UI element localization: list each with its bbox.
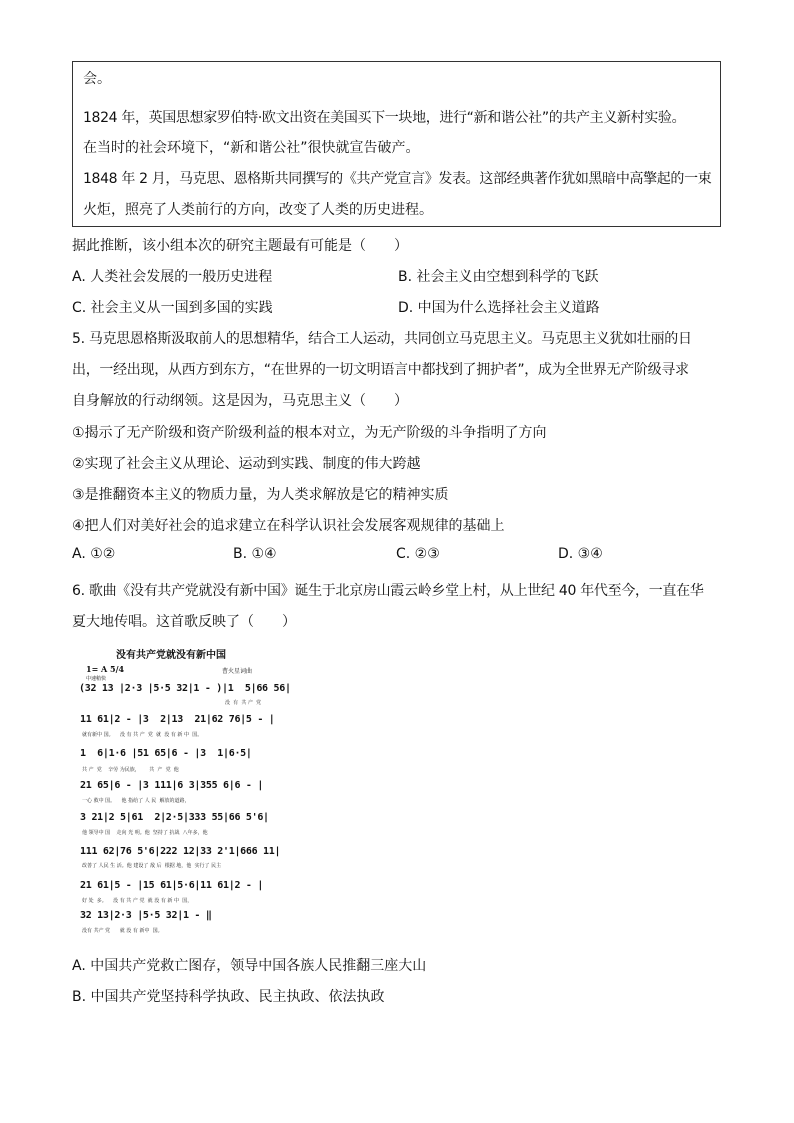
- score-line-6: 111 62|76 5'6|222 12|33 2'1|666 11|: [80, 846, 281, 857]
- score-lyric-5: 他 领导中 国 走向 光 明。他 坚持了 抗战 八年多，他: [82, 830, 208, 836]
- score-line-4: 21 65|6 - |3 111|6 3|355 6|6 - |: [80, 780, 264, 791]
- box-line-1: 会。: [83, 71, 111, 87]
- q5-item-3: ③是推翻资本主义的物质力量，为人类求解放是它的精神实质: [72, 487, 449, 503]
- box-line-3: 在当时的社会环境下，“新和谐公社”很快就宣告破产。: [83, 140, 420, 156]
- score-title: 没有共产党就没有新中国: [116, 650, 226, 661]
- q6-option-b[interactable]: B. 中国共产党坚持科学执政、民主执政、依法执政: [72, 989, 385, 1005]
- score-line-5: 3 21|2 5|61 2|2·5|333 55|66 5'6|: [80, 812, 269, 823]
- q5-item-2: ②实现了社会主义从理论、运动到实践、制度的伟大跨越: [72, 456, 421, 472]
- box-line-2: 1824 年，英国思想家罗伯特·欧文出资在美国买下一块地，进行“新和谐公社”的共产主义新村实验。: [83, 110, 686, 126]
- q5-option-d[interactable]: D. ③④: [558, 546, 603, 562]
- score-lyric-4: 一心 救中 国。 他 指给了 人 民 解放的道路，: [82, 798, 190, 804]
- score-tempo: 中速稍快: [86, 676, 107, 682]
- score-line-3: 1 6|1·6 |51 65|6 - |3 1|6·5|: [80, 748, 252, 759]
- box-line-4: 1848 年 2 月，马克思、恩格斯共同撰写的《共产党宣言》发表。这部经典著作犹如黑暗中高擎起的一束: [83, 171, 712, 187]
- q5-stem-line-3: 自身解放的行动纲领。这是因为，马克思主义（ ）: [72, 393, 408, 409]
- q4-option-c[interactable]: C. 社会主义从一国到多国的实践: [72, 300, 273, 316]
- score-lyric-8: 没有 共产 党 就 没 有 新中 国。: [82, 928, 163, 934]
- box-line-5: 火炬，照亮了人类前行的方向，改变了人类的历史进程。: [83, 202, 433, 218]
- q5-stem-line-1: 5. 马克思恩格斯汲取前人的思想精华，结合工人运动，共同创立马克思主义。马克思主义犹如壮丽的日: [72, 331, 692, 347]
- q5-item-4: ④把人们对美好社会的追求建立在科学认识社会发展客观规律的基础上: [72, 518, 505, 534]
- score-line-7: 21 61|5 - |15 61|5·6|11 61|2 - |: [80, 880, 264, 891]
- q6-option-a[interactable]: A. 中国共产党救亡图存，领导中国各族人民推翻三座大山: [72, 958, 427, 974]
- q5-option-b[interactable]: B. ①④: [233, 546, 277, 562]
- score-lyric-1: 没 有 共 产 党: [225, 700, 262, 706]
- q5-item-1: ①揭示了无产阶级和资产阶级利益的根本对立，为无产阶级的斗争指明了方向: [72, 425, 547, 441]
- q6-stem-line-1: 6. 歌曲《没有共产党就没有新中国》诞生于北京房山霞云岭乡堂上村，从上世纪 40 年代至今，一直在华: [72, 583, 704, 599]
- score-lyric-7: 好 处 多。 没 有 共 产 党 就 没 有 新 中 国，: [82, 898, 193, 904]
- q5-option-a[interactable]: A. ①②: [72, 546, 116, 562]
- score-author: 曹火星词曲: [222, 668, 253, 675]
- score-lyric-3: 共 产 党 辛劳 为民族， 共 产 党 他: [82, 767, 179, 773]
- q4-option-d[interactable]: D. 中国为什么选择社会主义道路: [398, 300, 600, 316]
- score-lyric-2: 就有新中 国。 没 有 共 产 党 就 没 有 新 中 国。: [82, 732, 203, 738]
- score-line-2: 11 61|2 - |3 2|13 21|62 76|5 - |: [80, 714, 275, 725]
- q4-stem: 据此推断，该小组本次的研究主题最有可能是（ ）: [72, 238, 408, 254]
- score-key: 1= A 5/4: [86, 664, 125, 674]
- score-lyric-6: 改善了 人民 生 活。他 建设了 敌 后 根据 地，他 实行了 民主: [82, 863, 222, 869]
- q4-option-a[interactable]: A. 人类社会发展的一般历史进程: [72, 269, 273, 285]
- q4-option-b[interactable]: B. 社会主义由空想到科学的飞跃: [398, 269, 599, 285]
- score-line-1: (32 13 |2·3 |5·5 32|1 - )|1 5|66 56|: [79, 683, 291, 694]
- q6-stem-line-2: 夏大地传唱。这首歌反映了（ ）: [72, 614, 296, 630]
- score-line-8: 32 13|2·3 |5·5 32|1 - ‖: [80, 910, 212, 921]
- q5-stem-line-2: 出，一经出现，从西方到东方，“在世界的一切文明语言中都找到了拥护者”，成为全世界无产阶级寻求: [72, 362, 689, 378]
- q5-option-c[interactable]: C. ②③: [396, 546, 440, 562]
